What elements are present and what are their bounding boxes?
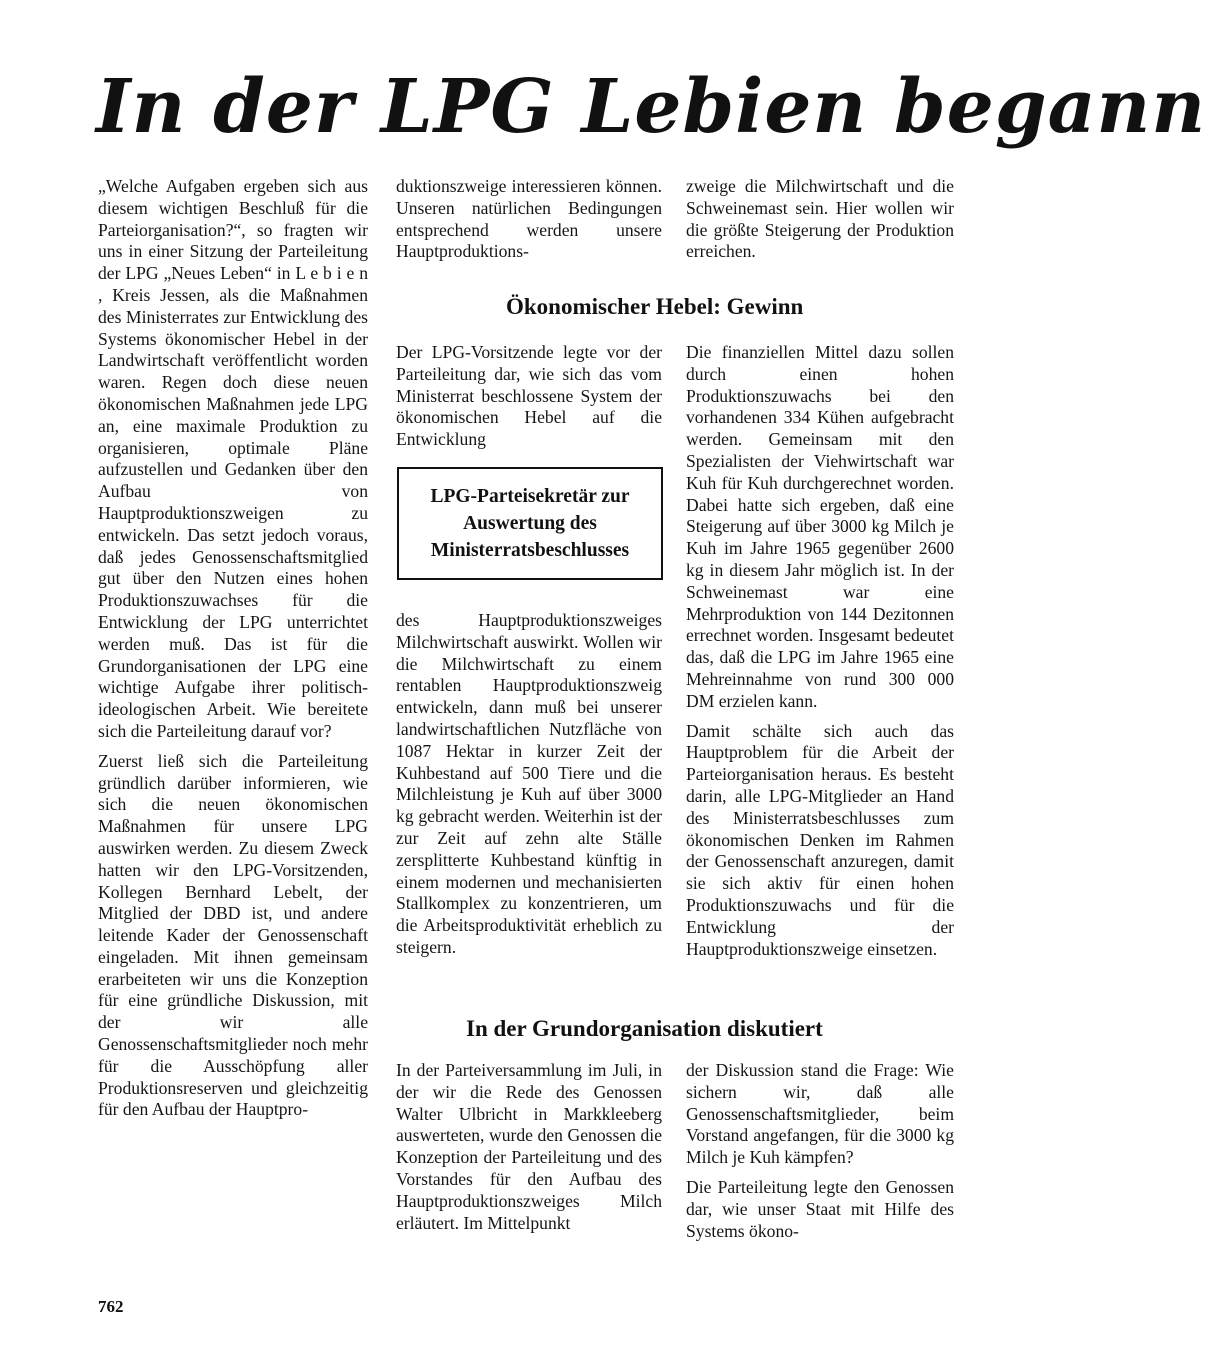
column-1-text [98, 176, 368, 1121]
sidebar-box-text: LPG-Parteisekretär zur Auswertung des Ministerratsbeschlusses [430, 486, 630, 561]
column-3-bottom-text [686, 1060, 954, 1242]
column-2-middle-text-b: des Hauptproduktionszweiges Milchwirtschaft auswirkt. Wollen wir die Milchwirtschaft zu einem rentablen Hauptproduktionszweig entwickeln, dann muß bei unserer landwirtschaftlichen Nutzfläche von 1087 Hektar in kurzer Zeit der Kuhbestand auf 500 Tiere und die Milchleistung je Kuh auf über 3000 kg gebracht werden. Weiterhin ist der zur Zeit auf zehn alte Ställe zersplitterte Kuhbestand künftig in einem modernen und mechanisierten Stallkomplex zu konzentrieren, um die Arbeitsproduktivität erheblich zu steigern. [396, 610, 662, 957]
column-3-bottom-paragraph-2: Die Parteileitung legte den Genossen dar, wie unser Staat mit Hilfe des Systems ökono- [686, 1176, 954, 1241]
column-2-top-text: duktionszweige interessieren können. Unseren natürlichen Bedingungen entsprechend werden unsere Hauptproduktions- [396, 176, 662, 262]
subheading-grundorganisation: In der Grundorganisation diskutiert [466, 1016, 823, 1041]
column-3-paragraph-2: Damit schälte sich auch das Hauptproblem für die Arbeit der Parteiorganisation heraus. Es besteht darin, alle LPG-Mitglieder an Hand des Ministerratsbeschlusses zum ökonomischen Denken im Rahmen der Genossenschaft anzuregen, damit sie sich aktiv für einen hohen Produktionszuwachs und für die Entwicklung der Hauptproduktionszweige einsetzen. [686, 720, 954, 959]
sidebar-box [397, 467, 663, 580]
column-3-bottom-paragraph-1: der Diskussion stand die Frage: Wie sichern wir, daß alle Genossenschaftsmitglieder, beim Vorstand angefangen, für die 3000 kg Milch je Kuh kämpfen? [686, 1060, 954, 1168]
column-3-paragraph-1: Die finanziellen Mittel dazu sollen durch einen hohen Produktionszuwachs bei den vorhandenen 334 Kühen aufgebracht werden. Gemeinsam mit den Spezialisten der Viehwirtschaft war Kuh für Kuh durchgerechnet worden. Dabei hatte sich ergeben, daß eine Steigerung auf über 3000 kg Milch je Kuh im Jahre 1965 gegenüber 2600 kg in diesem Jahr möglich ist. In der Schweinemast war eine Mehrproduktion von 144 Dezitonnen errechnet worden. Insgesamt bedeutet das, daß die LPG im Jahre 1965 eine Mehreinnahme von rund 300 000 DM erzielen kann. [686, 342, 954, 711]
column-3-middle-text [686, 342, 954, 960]
column-2-bottom-text: In der Parteiversammlung im Juli, in der wir die Rede des Genossen Walter Ulbricht in Markkleeberg auswerteten, wurde den Genossen die Konzeption der Parteileitung und des Vorstandes für den Aufbau des Hauptproduktionszweiges Milch erläutert. Im Mittelpunkt [396, 1060, 662, 1233]
column-1-paragraph-2: Zuerst ließ sich die Parteileitung gründlich darüber informieren, wie sich die neuen ökonomischen Maßnahmen für unsere LPG auswirken werden. Zu diesem Zweck hatten wir den LPG-Vorsitzenden, Kollegen Bernhard Lebelt, der Mitglied der DBD ist, und andere leitende Kader der Genossenschaft eingeladen. Mit ihnen gemeinsam erarbeiteten wir uns die Konzeption für eine gründliche Diskussion, mit der wir alle Genossenschaftsmitglieder noch mehr für die Ausschöpfung aller Produktionsreserven und gleichzeitig für den Aufbau der Hauptpro- [98, 750, 368, 1120]
article-headline: In der LPG Lebien begann [96, 64, 1206, 150]
column-3-top-text: zweige die Milchwirtschaft und die Schweinemast sein. Hier wollen wir die größte Steigerung der Produktion erreichen. [686, 176, 954, 262]
column-2-middle-text-a: Der LPG-Vorsitzende legte vor der Parteileitung dar, wie sich das vom Ministerrat beschlossene System der ökonomischen Hebel auf die Entwicklung [396, 342, 662, 450]
column-1-paragraph-1: „Welche Aufgaben ergeben sich aus diesem wichtigen Beschluß für die Parteiorganisation?“, so fragten wir uns in einer Sitzung der Parteileitung der LPG „Neues Leben“ in L e b i e n , Kreis Jessen, als die Maßnahmen des Ministerrates zur Entwicklung des Systems ökonomischer Hebel in der Landwirtschaft veröffentlicht worden waren. Regen doch diese neuen ökonomischen Maßnahmen jede LPG an, eine maximale Produktion zu organisieren, optimale Pläne aufzustellen und Gedanken über den Aufbau von Hauptproduktionszweigen zu entwickeln. Das setzt jedoch voraus, daß jedes Genossenschaftsmitglied gut über den Nutzen eines hohen Produktionszuwachses für die Entwicklung der LPG unterrichtet werden muß. Das ist für die Grundorganisationen der LPG eine wichtige Aufgabe ihrer politisch-ideologischen Arbeit. Wie bereitete sich die Parteileitung darauf vor? [98, 176, 368, 741]
subheading-oekonomischer-hebel: Ökonomischer Hebel: Gewinn [506, 294, 804, 319]
page-number: 762 [98, 1297, 124, 1316]
